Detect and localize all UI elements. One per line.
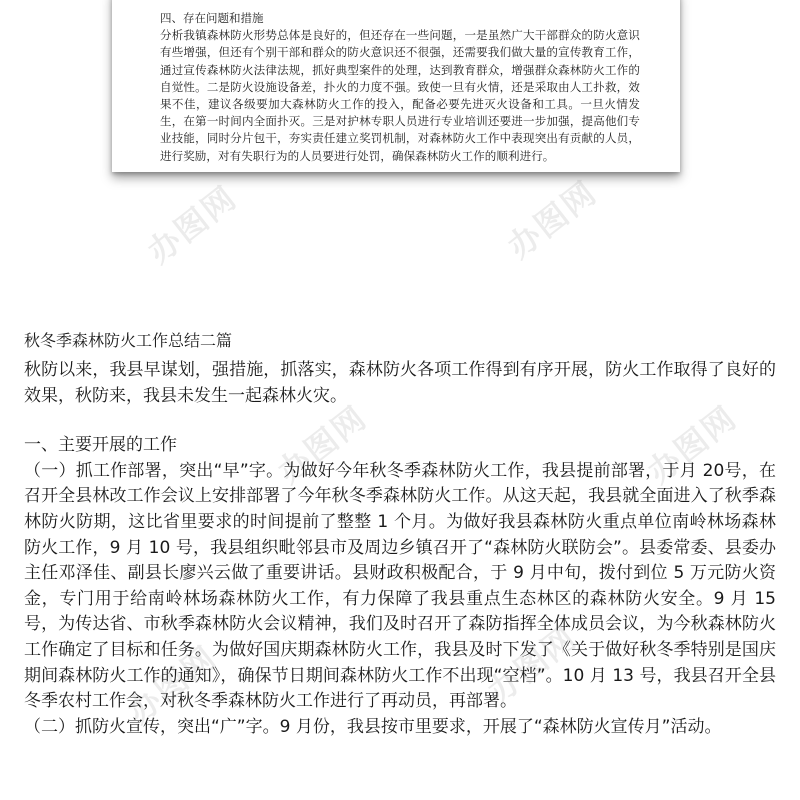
watermark: 办图网 [500,173,605,266]
section-heading: 一、主要开展的工作 [24,435,177,456]
preview-heading: 四、存在问题和措施 [160,11,264,25]
watermark: 办图网 [140,178,245,271]
watermark: 办图网 [640,398,745,491]
article-title: 秋冬季森林防火工作总结二篇 [24,331,233,350]
article-intro: 秋防以来，我县早谋划，强措施，抓落实，森林防火各项工作得到有序开展，防火工作取得了良好的效果，秋防来，我县未发生一起森林火灾。 [24,360,776,406]
document-preview-card [112,0,680,172]
article [24,330,776,740]
paragraph-fire-publicity: （二）抓防火宣传，突出“广”字。9 月份，我县按市里要求，开展了“森林防火宣传月”活动。 [24,716,722,737]
preview-body: 分析我镇森林防火形势总体是良好的，但还存在一些问题，一是虽然广大干部群众的防火意识有些增强，但还有个别干部和群众的防火意识还不很强，还需要我们做大量的宣传教育工作，通过宣传森林防火法律法规，抓好典型案件的处理，达到教育群众，增强群众森林防火工作的自觉性。二是防火设施设备差，扑火的力度不强。致使一旦有火情，还是采取由人工扑救，效果不佳，建议各级要加大森林防火工作的投入，配备必要先进灭火设备和工具。一旦火情发生，在第一时间内全面扑灭。三是对护林专职人员进行专业培训还要进一步加强，提高他们专业技能，同时分片包干，夯实责任建立奖罚机制，对森林防火工作中表现突出有贡献的人员，进行奖励，对有失职行为的人员要进行处罚，确保森林防火工作的顺利进行。 [160,28,640,163]
watermark: 办图网 [270,398,375,491]
paragraph-work-deployment: （一）抓工作部署，突出“早”字。为做好今年秋冬季森林防火工作，我县提前部署，于月 20号，在召开全县林改工作会议上安排部署了今年秋冬季森林防火工作。从这天起，我县就全面进入了秋季森林防火防期，这比省里要求的时间提前了整整 1 个月。为做好我县森林防火重点单位南岭林场森林防火工作，9 月 10 号，我县组织毗邻县市及周边乡镇召开了“森林防火联防会”。县委常委、县委办主任邓泽佳、副县长廖兴云做了重要讲话。县财政积极配合，于 9 月中旬，拨付到位 5 万元防火资金，专门用于给南岭林场森林防火工作，有力保障了我县重点生态林区的森林防火安全。9 月 15 号，为传达省、市秋季森林防火会议精神，我们及时召开了森防指挥全体成员会议，为今秋森林防火工作确定了目标和任务。为做好国庆期森林防火工作，我县及时下发了《关于做好秋冬季特别是国庆期间森林防火工作的通知》，确保节日期间森林防火工作不出现“空档”。10 月 13 号，我县召开全县冬季农村工作会，对秋冬季森林防火工作进行了再动员，再部署。 [24,460,776,712]
watermark: 办图网 [120,638,225,731]
watermark: 办图网 [480,618,585,711]
preview-text [160,10,640,165]
